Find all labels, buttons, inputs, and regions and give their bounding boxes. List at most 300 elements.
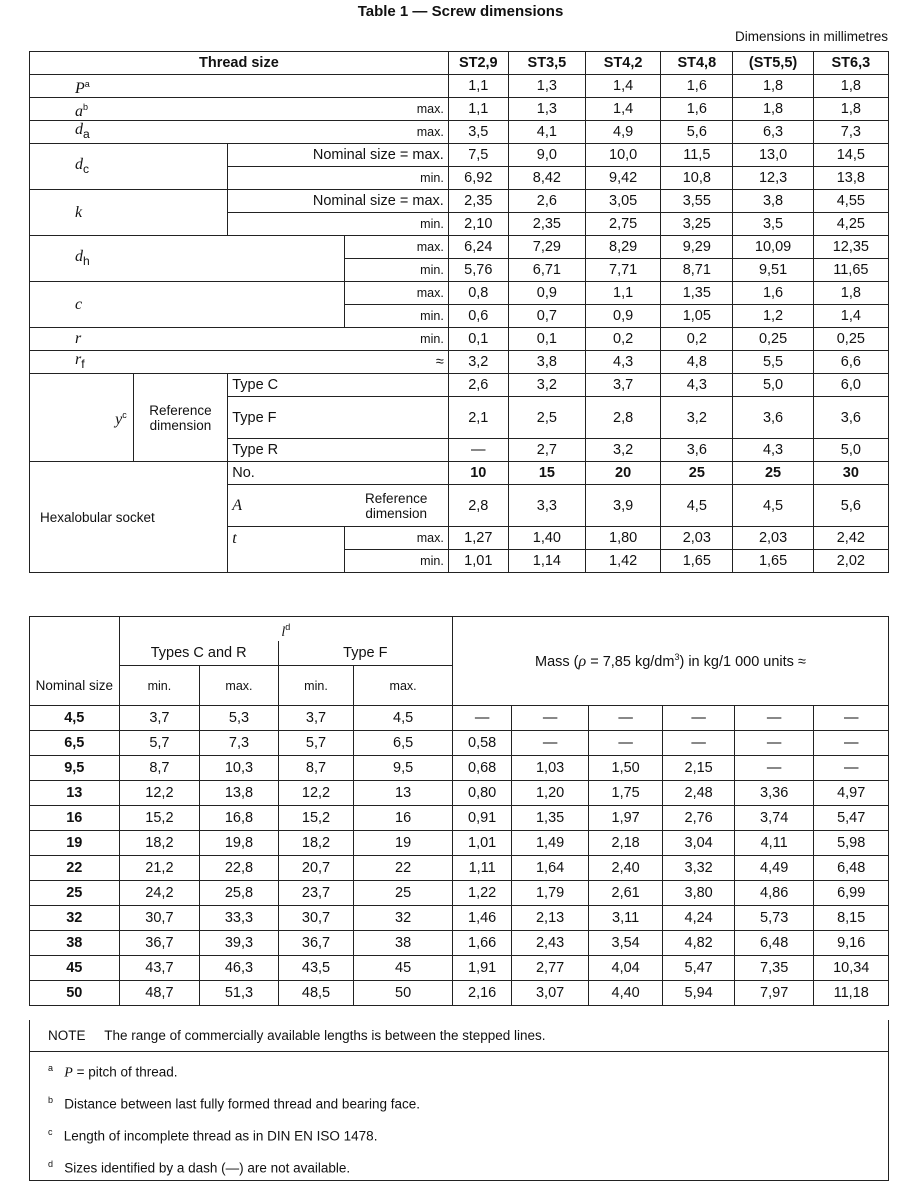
mass-cell: — bbox=[512, 731, 589, 756]
cell: 4,25 bbox=[813, 213, 888, 236]
qualifier: Nominal size = max. bbox=[228, 144, 449, 167]
mass-cell: 3,74 bbox=[734, 806, 814, 831]
cell: 4,1 bbox=[508, 121, 585, 144]
cell: 6,71 bbox=[508, 259, 585, 282]
table-row bbox=[30, 282, 889, 305]
qualifier: max. bbox=[345, 527, 449, 550]
length-cell: 30,7 bbox=[119, 906, 200, 931]
table-row bbox=[30, 236, 889, 259]
mass-cell: 5,98 bbox=[814, 831, 889, 856]
length-cell: 3,7 bbox=[278, 706, 354, 731]
notes-block bbox=[29, 1020, 889, 1181]
table-row bbox=[30, 121, 889, 144]
cell: 1,2 bbox=[733, 305, 813, 328]
cell: 2,03 bbox=[733, 527, 813, 550]
mass-cell: 1,03 bbox=[512, 756, 589, 781]
size-header: ST3,5 bbox=[508, 52, 585, 75]
table-row bbox=[30, 781, 889, 806]
mass-cell: 6,48 bbox=[734, 931, 814, 956]
cell: 0,9 bbox=[586, 305, 661, 328]
cell: 13,8 bbox=[813, 167, 888, 190]
cell: 2,5 bbox=[508, 397, 585, 439]
cell: 1,05 bbox=[661, 305, 733, 328]
cell: 3,6 bbox=[813, 397, 888, 439]
mass-cell: 4,86 bbox=[734, 881, 814, 906]
cell: 1,3 bbox=[508, 75, 585, 98]
length-cell: 45 bbox=[354, 956, 453, 981]
length-cell: 36,7 bbox=[278, 931, 354, 956]
qualifier: Nominal size = max. bbox=[228, 190, 449, 213]
mass-cell: 2,16 bbox=[452, 981, 511, 1006]
row-label-y: $y^c$ bbox=[30, 374, 134, 462]
table-row bbox=[30, 806, 889, 831]
nominal-size-cell: 4,5 bbox=[30, 706, 120, 731]
nominal-size-cell: 45 bbox=[30, 956, 120, 981]
cell: 8,29 bbox=[586, 236, 661, 259]
table-row bbox=[30, 351, 889, 374]
mass-cell: 8,15 bbox=[814, 906, 889, 931]
mass-cell: — bbox=[663, 731, 734, 756]
cell: 0,8 bbox=[448, 282, 508, 305]
length-cell: 19,8 bbox=[200, 831, 279, 856]
length-cell: 5,7 bbox=[278, 731, 354, 756]
qualifier: max. bbox=[345, 121, 449, 144]
cell: 3,3 bbox=[508, 485, 585, 527]
length-cell: 7,3 bbox=[200, 731, 279, 756]
length-cell: 10,3 bbox=[200, 756, 279, 781]
length-cell: 24,2 bbox=[119, 881, 200, 906]
cell: 4,3 bbox=[661, 374, 733, 397]
types-cr-header: Types C and R bbox=[119, 641, 278, 666]
cell: 2,8 bbox=[586, 397, 661, 439]
table-row bbox=[30, 144, 889, 167]
cell: 1,40 bbox=[508, 527, 585, 550]
cell: 1,4 bbox=[586, 75, 661, 98]
mass-cell: 2,77 bbox=[512, 956, 589, 981]
length-cell: 48,5 bbox=[278, 981, 354, 1006]
length-cell: 12,2 bbox=[119, 781, 200, 806]
cell: 1,42 bbox=[586, 550, 661, 573]
mass-cell: 1,35 bbox=[512, 806, 589, 831]
cell: 25 bbox=[733, 462, 813, 485]
mass-cell: 4,04 bbox=[588, 956, 663, 981]
length-cell: 20,7 bbox=[278, 856, 354, 881]
length-cell: 18,2 bbox=[278, 831, 354, 856]
cell: 1,8 bbox=[813, 75, 888, 98]
mass-cell: 1,64 bbox=[512, 856, 589, 881]
table-row bbox=[30, 856, 889, 881]
length-cell: 43,5 bbox=[278, 956, 354, 981]
length-cell: 36,7 bbox=[119, 931, 200, 956]
mass-cell: — bbox=[512, 706, 589, 731]
length-mass-table bbox=[29, 616, 889, 1006]
cell: 0,25 bbox=[813, 328, 888, 351]
mass-cell: — bbox=[734, 731, 814, 756]
length-cell: 18,2 bbox=[119, 831, 200, 856]
cell: 5,6 bbox=[813, 485, 888, 527]
mass-cell: 3,07 bbox=[512, 981, 589, 1006]
mass-cell: 4,97 bbox=[814, 781, 889, 806]
table-title: Table 1 — Screw dimensions bbox=[357, 3, 564, 20]
cell: 3,2 bbox=[586, 439, 661, 462]
header-blank bbox=[30, 641, 120, 666]
cell: 3,2 bbox=[661, 397, 733, 439]
header-row bbox=[30, 617, 889, 641]
footnote-a: $^a$ P = pitch of thread. bbox=[48, 1063, 178, 1081]
nominal-size-cell: 19 bbox=[30, 831, 120, 856]
qualifier: ≈ bbox=[345, 351, 449, 374]
cell: 9,51 bbox=[733, 259, 813, 282]
cell: 1,8 bbox=[813, 98, 888, 121]
cell: 3,6 bbox=[733, 397, 813, 439]
length-cell: 25,8 bbox=[200, 881, 279, 906]
table-row bbox=[30, 98, 889, 121]
length-rows bbox=[30, 706, 889, 1006]
cell: 0,2 bbox=[586, 328, 661, 351]
mass-cell: — bbox=[814, 756, 889, 781]
cell: 6,3 bbox=[733, 121, 813, 144]
cell: 1,1 bbox=[448, 75, 508, 98]
cell: 7,3 bbox=[813, 121, 888, 144]
length-cell: 39,3 bbox=[200, 931, 279, 956]
cell: 3,8 bbox=[508, 351, 585, 374]
mass-cell: 0,91 bbox=[452, 806, 511, 831]
cell: 2,75 bbox=[586, 213, 661, 236]
mass-cell: — bbox=[663, 706, 734, 731]
mass-cell: 4,11 bbox=[734, 831, 814, 856]
no-label: No. bbox=[228, 462, 449, 485]
length-cell: 22 bbox=[354, 856, 453, 881]
row-label-c: c bbox=[30, 282, 345, 328]
cell: 6,24 bbox=[448, 236, 508, 259]
row-label-dh: $d_h$ bbox=[30, 236, 345, 282]
cell: 1,8 bbox=[733, 75, 813, 98]
cell: 2,6 bbox=[448, 374, 508, 397]
footnote-b: $^b$ Distance between last fully formed thread and bearing face. bbox=[48, 1095, 420, 1112]
t-symbol: t bbox=[228, 527, 345, 573]
cell: 9,29 bbox=[661, 236, 733, 259]
thread-size-row bbox=[30, 52, 889, 75]
cell: 4,3 bbox=[586, 351, 661, 374]
mass-cell: 3,32 bbox=[663, 856, 734, 881]
mass-cell: 5,73 bbox=[734, 906, 814, 931]
table-row bbox=[30, 462, 889, 485]
cell: 3,6 bbox=[661, 439, 733, 462]
length-cell: 22,8 bbox=[200, 856, 279, 881]
cell: 1,4 bbox=[586, 98, 661, 121]
min-header: min. bbox=[119, 666, 200, 706]
length-cell: 16 bbox=[354, 806, 453, 831]
mass-cell: 4,82 bbox=[663, 931, 734, 956]
cell: 4,5 bbox=[661, 485, 733, 527]
mass-cell: 1,46 bbox=[452, 906, 511, 931]
nominal-size-cell: 32 bbox=[30, 906, 120, 931]
mass-cell: 2,15 bbox=[663, 756, 734, 781]
table-row bbox=[30, 374, 889, 397]
cell: 13,0 bbox=[733, 144, 813, 167]
cell: 5,6 bbox=[661, 121, 733, 144]
table-row bbox=[30, 931, 889, 956]
cell: 10,09 bbox=[733, 236, 813, 259]
mass-cell: 5,94 bbox=[663, 981, 734, 1006]
length-cell: 5,3 bbox=[200, 706, 279, 731]
table-row bbox=[30, 831, 889, 856]
cell: 5,5 bbox=[733, 351, 813, 374]
cell: 1,01 bbox=[448, 550, 508, 573]
nominal-size-cell: 50 bbox=[30, 981, 120, 1006]
min-header: min. bbox=[278, 666, 354, 706]
length-cell: 19 bbox=[354, 831, 453, 856]
size-header: (ST5,5) bbox=[733, 52, 813, 75]
cell: 15 bbox=[508, 462, 585, 485]
cell: 1,3 bbox=[508, 98, 585, 121]
qualifier: min. bbox=[228, 167, 449, 190]
mass-cell: 3,11 bbox=[588, 906, 663, 931]
cell: 8,42 bbox=[508, 167, 585, 190]
length-cell: 46,3 bbox=[200, 956, 279, 981]
qualifier: min. bbox=[345, 550, 449, 573]
length-cell: 16,8 bbox=[200, 806, 279, 831]
length-cell: 9,5 bbox=[354, 756, 453, 781]
nominal-size-cell: 22 bbox=[30, 856, 120, 881]
footnote-c: $^c$ Length of incomplete thread as in DIN EN ISO 1478. bbox=[48, 1127, 378, 1144]
cell: 3,2 bbox=[508, 374, 585, 397]
mass-cell: 0,58 bbox=[452, 731, 511, 756]
cell: 3,9 bbox=[586, 485, 661, 527]
max-header: max. bbox=[200, 666, 279, 706]
mass-cell: 1,22 bbox=[452, 881, 511, 906]
cell: 2,35 bbox=[448, 190, 508, 213]
mass-cell: 2,61 bbox=[588, 881, 663, 906]
mass-cell: 4,49 bbox=[734, 856, 814, 881]
cell: 0,6 bbox=[448, 305, 508, 328]
cell: 8,71 bbox=[661, 259, 733, 282]
cell: 2,03 bbox=[661, 527, 733, 550]
nominal-size-cell: 16 bbox=[30, 806, 120, 831]
cell: 0,25 bbox=[733, 328, 813, 351]
cell: 1,80 bbox=[586, 527, 661, 550]
cell: 1,1 bbox=[586, 282, 661, 305]
header-blank bbox=[30, 617, 120, 641]
cell: 1,6 bbox=[661, 75, 733, 98]
cell: 1,14 bbox=[508, 550, 585, 573]
cell: 5,0 bbox=[733, 374, 813, 397]
cell: 2,8 bbox=[448, 485, 508, 527]
nominal-size-header: Nominal size bbox=[30, 666, 120, 706]
mass-cell: 3,54 bbox=[588, 931, 663, 956]
max-header: max. bbox=[354, 666, 453, 706]
length-cell: 4,5 bbox=[354, 706, 453, 731]
length-cell: 8,7 bbox=[119, 756, 200, 781]
cell: 20 bbox=[586, 462, 661, 485]
mass-cell: — bbox=[588, 706, 663, 731]
cell: 9,42 bbox=[586, 167, 661, 190]
mass-cell: 1,97 bbox=[588, 806, 663, 831]
row-label-r: r bbox=[30, 328, 345, 351]
cell: 10,8 bbox=[661, 167, 733, 190]
mass-cell: 1,11 bbox=[452, 856, 511, 881]
cell: 11,65 bbox=[813, 259, 888, 282]
mass-cell: 1,66 bbox=[452, 931, 511, 956]
cell: 6,0 bbox=[813, 374, 888, 397]
mass-cell: — bbox=[588, 731, 663, 756]
cell: 4,9 bbox=[586, 121, 661, 144]
mass-cell: — bbox=[734, 706, 814, 731]
length-cell: 38 bbox=[354, 931, 453, 956]
row-label-a: $a^b$ bbox=[30, 98, 345, 121]
cell: 7,71 bbox=[586, 259, 661, 282]
size-header: ST4,2 bbox=[586, 52, 661, 75]
cell: 1,35 bbox=[661, 282, 733, 305]
table-row bbox=[30, 756, 889, 781]
cell: 6,6 bbox=[813, 351, 888, 374]
footnote-d: $^d$ Sizes identified by a dash (—) are not available. bbox=[48, 1159, 351, 1176]
cell: 0,2 bbox=[661, 328, 733, 351]
row-label-dc: $d_c$ bbox=[30, 144, 228, 190]
row-label-da: $d_a$ bbox=[30, 121, 345, 144]
mass-cell: — bbox=[814, 706, 889, 731]
mass-cell: 2,13 bbox=[512, 906, 589, 931]
cell: 5,76 bbox=[448, 259, 508, 282]
cell: 0,9 bbox=[508, 282, 585, 305]
mass-cell: 7,97 bbox=[734, 981, 814, 1006]
cell: 25 bbox=[661, 462, 733, 485]
cell: 2,1 bbox=[448, 397, 508, 439]
mass-cell: 1,01 bbox=[452, 831, 511, 856]
mass-cell: 1,79 bbox=[512, 881, 589, 906]
mass-cell: 6,48 bbox=[814, 856, 889, 881]
type-label: Type R bbox=[228, 439, 449, 462]
cell: 14,5 bbox=[813, 144, 888, 167]
table-row bbox=[30, 75, 889, 98]
cell: 10,0 bbox=[586, 144, 661, 167]
cell: — bbox=[448, 439, 508, 462]
table-row bbox=[30, 731, 889, 756]
cell: 3,5 bbox=[733, 213, 813, 236]
row-label-rf: $r_f$ bbox=[30, 351, 345, 374]
cell: 4,55 bbox=[813, 190, 888, 213]
mass-cell: 6,99 bbox=[814, 881, 889, 906]
length-cell: 25 bbox=[354, 881, 453, 906]
length-cell: 30,7 bbox=[278, 906, 354, 931]
mass-cell: 3,04 bbox=[663, 831, 734, 856]
thread-size-header: Thread size bbox=[30, 52, 449, 75]
table-row bbox=[30, 190, 889, 213]
length-cell: 12,2 bbox=[278, 781, 354, 806]
table-row bbox=[30, 956, 889, 981]
cell: 3,5 bbox=[448, 121, 508, 144]
ref-dimension-label: Reference dimension bbox=[345, 485, 449, 527]
length-cell: 21,2 bbox=[119, 856, 200, 881]
cell: 1,1 bbox=[448, 98, 508, 121]
mass-cell: 10,34 bbox=[814, 956, 889, 981]
length-cell: 6,5 bbox=[354, 731, 453, 756]
mass-header: Mass (ρ = 7,85 $kg/dm^3$) in kg/1 000 units ≈ bbox=[452, 617, 888, 706]
cell: 2,02 bbox=[813, 550, 888, 573]
mass-cell: 1,91 bbox=[452, 956, 511, 981]
mass-cell: 5,47 bbox=[663, 956, 734, 981]
length-cell: 15,2 bbox=[119, 806, 200, 831]
cell: 3,05 bbox=[586, 190, 661, 213]
length-cell: 8,7 bbox=[278, 756, 354, 781]
mass-cell: 1,75 bbox=[588, 781, 663, 806]
table-row bbox=[30, 706, 889, 731]
mass-cell: 0,68 bbox=[452, 756, 511, 781]
mass-cell: 7,35 bbox=[734, 956, 814, 981]
cell: 3,25 bbox=[661, 213, 733, 236]
hexalobular-socket-label: Hexalobular socket bbox=[30, 462, 228, 573]
size-header: ST2,9 bbox=[448, 52, 508, 75]
cell: 2,7 bbox=[508, 439, 585, 462]
cell: 1,65 bbox=[661, 550, 733, 573]
cell: 3,2 bbox=[448, 351, 508, 374]
nominal-size-cell: 25 bbox=[30, 881, 120, 906]
mass-cell: 4,40 bbox=[588, 981, 663, 1006]
length-cell: 23,7 bbox=[278, 881, 354, 906]
cell: 3,7 bbox=[586, 374, 661, 397]
mass-cell: 9,16 bbox=[814, 931, 889, 956]
cell: 2,42 bbox=[813, 527, 888, 550]
mass-cell: 2,76 bbox=[663, 806, 734, 831]
type-label: Type F bbox=[228, 397, 449, 439]
screw-dimensions-table bbox=[29, 51, 889, 573]
l-header: $l^d$ bbox=[119, 617, 452, 641]
table-row bbox=[30, 881, 889, 906]
mass-cell: — bbox=[814, 731, 889, 756]
cell: 0,1 bbox=[448, 328, 508, 351]
nominal-size-cell: 9,5 bbox=[30, 756, 120, 781]
cell: 2,6 bbox=[508, 190, 585, 213]
type-label: Type C bbox=[228, 374, 449, 397]
length-cell: 13 bbox=[354, 781, 453, 806]
ref-dimension-label: Reference dimension bbox=[133, 374, 228, 462]
cell: 1,6 bbox=[661, 98, 733, 121]
row-label-k: k bbox=[30, 190, 228, 236]
mass-cell: — bbox=[734, 756, 814, 781]
type-f-header: Type F bbox=[278, 641, 452, 666]
cell: 1,8 bbox=[733, 98, 813, 121]
cell: 7,29 bbox=[508, 236, 585, 259]
length-cell: 50 bbox=[354, 981, 453, 1006]
cell: 30 bbox=[813, 462, 888, 485]
cell: 9,0 bbox=[508, 144, 585, 167]
cell: 11,5 bbox=[661, 144, 733, 167]
cell: 3,8 bbox=[733, 190, 813, 213]
length-cell: 15,2 bbox=[278, 806, 354, 831]
qualifier: max. bbox=[345, 282, 449, 305]
qualifier: min. bbox=[345, 305, 449, 328]
cell: 3,55 bbox=[661, 190, 733, 213]
cell: 0,7 bbox=[508, 305, 585, 328]
length-cell: 5,7 bbox=[119, 731, 200, 756]
cell: 0,1 bbox=[508, 328, 585, 351]
length-cell: 48,7 bbox=[119, 981, 200, 1006]
cell: 7,5 bbox=[448, 144, 508, 167]
qualifier: max. bbox=[345, 236, 449, 259]
cell: 1,65 bbox=[733, 550, 813, 573]
length-cell: 13,8 bbox=[200, 781, 279, 806]
length-cell: 43,7 bbox=[119, 956, 200, 981]
qualifier: min. bbox=[345, 328, 449, 351]
qualifier: min. bbox=[345, 259, 449, 282]
cell: 5,0 bbox=[813, 439, 888, 462]
mass-cell: 2,43 bbox=[512, 931, 589, 956]
row-label-p: $P^a$ bbox=[30, 75, 449, 98]
units-note: Dimensions in millimetres bbox=[734, 29, 888, 44]
note-row: NOTE The range of commercially available lengths is between the stepped lines. bbox=[30, 1020, 888, 1052]
mass-cell: 1,49 bbox=[512, 831, 589, 856]
length-cell: 51,3 bbox=[200, 981, 279, 1006]
